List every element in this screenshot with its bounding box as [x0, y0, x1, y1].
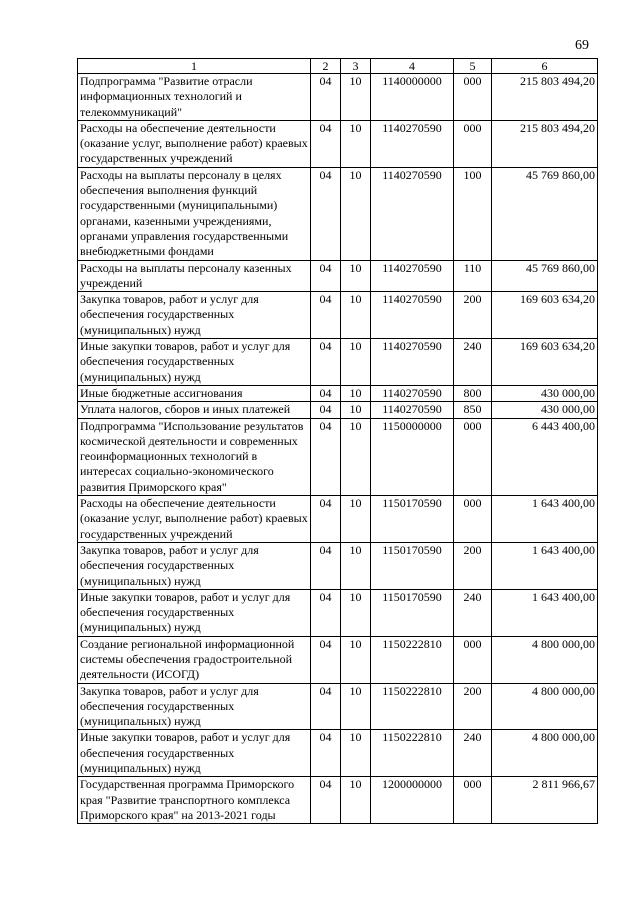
- table-row: [78, 402, 598, 418]
- row-amount: 4 800 000,00: [492, 683, 598, 730]
- table-row: [78, 636, 598, 683]
- row-subsection-code: 10: [341, 260, 371, 292]
- row-amount: 430 000,00: [492, 402, 598, 418]
- row-target-article: 1150170590: [371, 589, 454, 636]
- row-target-article: 1150170590: [371, 542, 454, 589]
- row-subsection-code: 10: [341, 636, 371, 683]
- row-expense-type: 110: [454, 260, 492, 292]
- table-row: [78, 260, 598, 292]
- row-subsection-code: 10: [341, 730, 371, 777]
- row-name: Иные закупки товаров, работ и услуг для обеспечения государственных (муниципальных) нужд: [78, 589, 311, 636]
- row-subsection-code: 10: [341, 292, 371, 339]
- row-amount: 4 800 000,00: [492, 730, 598, 777]
- row-section-code: 04: [311, 777, 341, 824]
- row-target-article: 1140270590: [371, 402, 454, 418]
- row-name: Закупка товаров, работ и услуг для обеспечения государственных (муниципальных) нужд: [78, 292, 311, 339]
- row-subsection-code: 10: [341, 418, 371, 495]
- row-name: Подпрограмма "Развитие отрасли информационных технологий и телекоммуникаций": [78, 74, 311, 121]
- row-section-code: 04: [311, 402, 341, 418]
- row-subsection-code: 10: [341, 589, 371, 636]
- row-amount: 215 803 494,20: [492, 120, 598, 167]
- row-name: Иные бюджетные ассигнования: [78, 385, 311, 401]
- header-col-3: 3: [341, 59, 371, 74]
- row-target-article: 1150222810: [371, 730, 454, 777]
- header-col-2: 2: [311, 59, 341, 74]
- row-target-article: 1150170590: [371, 496, 454, 543]
- row-section-code: 04: [311, 730, 341, 777]
- row-expense-type: 800: [454, 385, 492, 401]
- row-section-code: 04: [311, 167, 341, 260]
- row-subsection-code: 10: [341, 339, 371, 386]
- row-name: Иные закупки товаров, работ и услуг для обеспечения государственных (муниципальных) нужд: [78, 730, 311, 777]
- header-col-4: 4: [371, 59, 454, 74]
- table-row: [78, 385, 598, 401]
- table-row: [78, 730, 598, 777]
- row-amount: 169 603 634,20: [492, 292, 598, 339]
- row-subsection-code: 10: [341, 120, 371, 167]
- row-expense-type: 240: [454, 339, 492, 386]
- row-section-code: 04: [311, 74, 341, 121]
- row-amount: 169 603 634,20: [492, 339, 598, 386]
- table-row: [78, 120, 598, 167]
- row-section-code: 04: [311, 589, 341, 636]
- row-target-article: 1140270590: [371, 292, 454, 339]
- row-amount: 1 643 400,00: [492, 542, 598, 589]
- header-col-1: 1: [78, 59, 311, 74]
- row-expense-type: 240: [454, 730, 492, 777]
- header-row: [78, 59, 598, 74]
- row-section-code: 04: [311, 339, 341, 386]
- table-row: [78, 167, 598, 260]
- row-target-article: 1140270590: [371, 385, 454, 401]
- row-name: Государственная программа Приморского края "Развитие транспортного комплекса Приморского края" на 2013-2021 годы: [78, 777, 311, 824]
- page-number: 69: [575, 38, 589, 53]
- header-col-5: 5: [454, 59, 492, 74]
- row-expense-type: 000: [454, 120, 492, 167]
- table-body: [78, 74, 598, 824]
- row-section-code: 04: [311, 542, 341, 589]
- row-target-article: 1200000000: [371, 777, 454, 824]
- row-subsection-code: 10: [341, 777, 371, 824]
- row-name: Создание региональной информационной системы обеспечения градостроительной деятельности (ИСОГД): [78, 636, 311, 683]
- table-row: [78, 292, 598, 339]
- row-amount: 430 000,00: [492, 385, 598, 401]
- row-name: Расходы на выплаты персоналу в целях обеспечения выполнения функций государственными (муниципальными) органами, казенными учреждениями, органами управления государственными внебюджетными фондами: [78, 167, 311, 260]
- row-subsection-code: 10: [341, 167, 371, 260]
- row-subsection-code: 10: [341, 496, 371, 543]
- row-target-article: 1150222810: [371, 636, 454, 683]
- row-section-code: 04: [311, 292, 341, 339]
- row-subsection-code: 10: [341, 683, 371, 730]
- row-target-article: 1150000000: [371, 418, 454, 495]
- row-amount: 2 811 966,67: [492, 777, 598, 824]
- row-expense-type: 200: [454, 683, 492, 730]
- row-name: Уплата налогов, сборов и иных платежей: [78, 402, 311, 418]
- table-row: [78, 683, 598, 730]
- row-name: Закупка товаров, работ и услуг для обеспечения государственных (муниципальных) нужд: [78, 683, 311, 730]
- row-subsection-code: 10: [341, 74, 371, 121]
- row-target-article: 1140270590: [371, 167, 454, 260]
- row-target-article: 1140270590: [371, 339, 454, 386]
- row-expense-type: 000: [454, 636, 492, 683]
- row-subsection-code: 10: [341, 402, 371, 418]
- row-amount: 45 769 860,00: [492, 260, 598, 292]
- row-expense-type: 000: [454, 496, 492, 543]
- row-section-code: 04: [311, 496, 341, 543]
- row-amount: 1 643 400,00: [492, 496, 598, 543]
- table-row: [78, 418, 598, 495]
- row-amount: 4 800 000,00: [492, 636, 598, 683]
- budget-table: [77, 58, 598, 824]
- row-target-article: 1150222810: [371, 683, 454, 730]
- row-section-code: 04: [311, 636, 341, 683]
- row-subsection-code: 10: [341, 542, 371, 589]
- row-name: Расходы на обеспечение деятельности (оказание услуг, выполнение работ) краевых государственных учреждений: [78, 496, 311, 543]
- table-row: [78, 777, 598, 824]
- row-amount: 6 443 400,00: [492, 418, 598, 495]
- row-name: Подпрограмма "Использование результатов космической деятельности и современных геоинформационных технологий в интересах социально-экономического развития Приморского края": [78, 418, 311, 495]
- row-name: Расходы на выплаты персоналу казенных учреждений: [78, 260, 311, 292]
- row-subsection-code: 10: [341, 385, 371, 401]
- table-row: [78, 589, 598, 636]
- row-expense-type: 000: [454, 418, 492, 495]
- row-amount: 215 803 494,20: [492, 74, 598, 121]
- row-section-code: 04: [311, 385, 341, 401]
- row-expense-type: 000: [454, 74, 492, 121]
- row-expense-type: 100: [454, 167, 492, 260]
- row-section-code: 04: [311, 260, 341, 292]
- row-expense-type: 200: [454, 542, 492, 589]
- row-amount: 45 769 860,00: [492, 167, 598, 260]
- table-row: [78, 496, 598, 543]
- row-target-article: 1140270590: [371, 120, 454, 167]
- table-row: [78, 339, 598, 386]
- table-header: [78, 59, 598, 74]
- row-target-article: 1140270590: [371, 260, 454, 292]
- row-expense-type: 200: [454, 292, 492, 339]
- header-col-6: 6: [492, 59, 598, 74]
- row-name: Расходы на обеспечение деятельности (оказание услуг, выполнение работ) краевых государственных учреждений: [78, 120, 311, 167]
- row-section-code: 04: [311, 683, 341, 730]
- row-name: Иные закупки товаров, работ и услуг для обеспечения государственных (муниципальных) нужд: [78, 339, 311, 386]
- row-expense-type: 240: [454, 589, 492, 636]
- row-name: Закупка товаров, работ и услуг для обеспечения государственных (муниципальных) нужд: [78, 542, 311, 589]
- row-section-code: 04: [311, 418, 341, 495]
- row-amount: 1 643 400,00: [492, 589, 598, 636]
- row-expense-type: 850: [454, 402, 492, 418]
- table-row: [78, 542, 598, 589]
- row-target-article: 1140000000: [371, 74, 454, 121]
- row-section-code: 04: [311, 120, 341, 167]
- row-expense-type: 000: [454, 777, 492, 824]
- table-row: [78, 74, 598, 121]
